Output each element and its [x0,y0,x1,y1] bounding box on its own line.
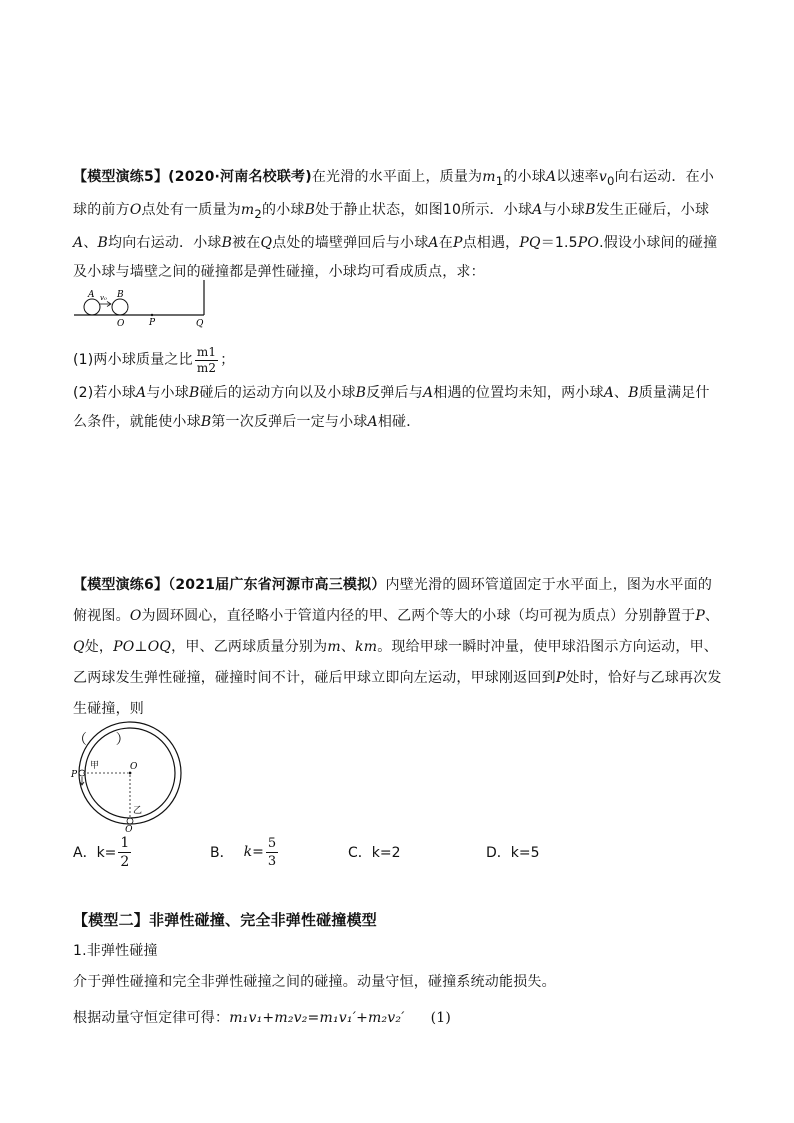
q6-source: （2021届广东省河源市高三模拟） [168,577,386,593]
text: 、 [83,234,98,251]
var-A: A [603,385,614,401]
text: 处， [84,639,114,655]
text: 以速率 [556,169,599,185]
text: 点处有一质量为 [141,201,241,218]
label-jia: 甲 [90,761,100,771]
var-B: B [221,234,233,251]
text: 在 [438,234,453,251]
text: 点相遇， [462,234,520,251]
var-PO: PO [577,234,600,251]
label-o: O [117,319,125,329]
ball-b [112,299,128,315]
equals: = [252,844,264,860]
text: 球与墙壁之间的碰撞都是弹性碰撞，小球均可看成质点，求： [101,263,485,280]
text: (2)若小球 [73,385,137,401]
equation-number: (1) [430,1010,452,1026]
var-A: A [136,385,147,401]
text: .假设小球间的碰撞及小 [73,234,718,280]
sub: 2 [254,206,263,221]
var-perp: PO⊥OQ [113,639,172,655]
text: (1)两小球质量之比 [73,352,193,368]
answer-blank: （ ） [73,732,130,748]
point-p [151,314,153,316]
var-PQ: PQ [519,234,541,251]
label-o: O [130,762,138,772]
var-m1: m [482,169,496,185]
subsection-title: 1.非弹性碰撞 [73,943,158,959]
text: 、 [614,385,629,401]
label-q: Q [196,319,204,329]
text: 发生正碰后，小球 [595,201,710,218]
text: 。现给甲球一瞬时冲量，使甲球沿图示方向运动，甲、乙两球发生 [73,639,718,686]
var-A: A [422,385,434,401]
q5-sub1 [73,343,723,377]
var-P: P [452,234,463,251]
q5-track-diagram [72,280,212,330]
choice-b[interactable] [210,830,280,874]
formula-line [73,1004,723,1033]
text: ； [220,352,235,368]
center-o [129,772,132,775]
q5-header: 【模型演练5】 [73,169,169,185]
var-O: O [129,201,142,218]
text: 第一次反弹后一定与小球 [211,414,368,430]
var-A: A [545,169,557,185]
text: 质量满足什 [638,385,710,401]
text: 的小球 [262,201,305,218]
text: 弹性碰撞，碰撞时间不计，碰后甲球立即向左运动，甲球刚返回到 [144,670,556,686]
var-km: km [355,639,378,655]
var-v0: v [598,169,607,185]
text: 处时，恰好与乙球再次发生碰撞，则 [73,670,722,717]
choice-a-label: A．k= [73,845,117,861]
choice-c[interactable] [348,830,401,874]
text: 碰后的运动方向以及小球 [199,385,356,401]
var-B: B [628,385,639,401]
text: 与小球 [542,201,586,218]
text: 相碰． [377,414,421,430]
choice-c-label: C．k=2 [348,845,401,861]
formula-prefix: 根据动量守恒定律可得： [73,1010,230,1026]
q5-paragraph [73,163,723,287]
text: 图。 [101,608,130,624]
text: ，甲、乙两球质量分别为 [171,639,328,655]
var-k: k [243,844,253,860]
sub: 1 [495,173,504,188]
section-description: 介于弹性碰撞和完全非弹性碰撞之间的碰撞。动量守恒，碰撞系统动能损失。 [73,974,556,990]
label-a: A [88,290,95,300]
var-P: P [695,608,705,624]
text: 均向右运动．小球 [108,234,222,251]
numerator: 1 [120,834,130,851]
q6-header: 【模型演练6】 [73,577,169,593]
text: ＝1.5 [540,234,578,251]
var-B: B [97,234,109,251]
var-A: A [428,234,439,251]
choice-d[interactable] [486,830,540,874]
var-O: O [129,608,142,624]
text: 的小球 [503,169,546,185]
var-m2: m [240,201,255,218]
var-B: B [200,414,212,430]
text: 向右运动．在小球的 [73,169,715,218]
text: 与小球 [146,385,189,401]
var-B: B [355,385,367,401]
text: 反弹后与 [366,385,423,401]
text: 、 [340,639,356,655]
ball-yi [127,818,133,824]
text: 为圆环圆心，直径略小于管道内径的甲、乙两个等大的小球（均可视为质点）分别静置于 [141,608,696,624]
label-p: P [71,770,78,780]
var-B: B [304,201,316,218]
text: 前方 [101,201,130,218]
choice-a[interactable] [73,830,133,874]
var-A: A [532,201,543,218]
text: 、 [704,608,720,624]
sub: 0 [607,173,615,188]
text: 相遇的位置均未知，两小球 [433,385,604,401]
denominator: m2 [196,360,217,375]
choice-b-label: B． [210,845,234,861]
numerator: m1 [196,344,217,359]
section-title: 【模型二】非弹性碰撞、完全非弹性碰撞模型 [73,911,378,929]
var-Q: Q [260,234,273,251]
ball-a [84,299,100,315]
denominator: 2 [120,853,130,870]
var-A: A [73,234,84,251]
label-b: B [117,290,124,300]
q5-source: (2020·河南名校联考) [168,169,312,185]
momentum-formula: m₁v₁+m₂v₂=m₁v₁′+m₂v₂′ [229,1010,405,1026]
text: 在光滑的水平面上，质量为 [311,169,483,185]
text: 内壁光滑的圆环管道固定于水平面上，图为水平面的俯视 [73,577,713,624]
var-B: B [188,385,200,401]
var-P: P [555,670,566,686]
var-m: m [327,639,341,655]
choice-d-label: D．k=5 [486,845,540,861]
q6-ring-diagram [70,720,190,832]
label-q: Q [125,825,133,832]
label-p: P [149,318,156,328]
text: 处于静止状态，如图10所示．小球 [315,201,533,218]
numerator: 5 [267,835,277,851]
var-Q: Q [73,639,85,655]
mass-ratio-fraction [195,345,218,376]
denominator: 3 [267,853,277,869]
label-yi: 乙 [133,806,143,816]
fraction-five-thirds [266,835,278,870]
fraction-one-half [118,834,131,871]
var-A: A [367,414,378,430]
text: 点处的墙壁弹回后与小球 [272,234,429,251]
text: 么条件，就能使小球 [73,414,201,430]
var-B: B [585,201,596,218]
text: 被在 [232,234,261,251]
q5-sub2 [73,379,723,437]
label-v0: v₀ [100,294,107,302]
